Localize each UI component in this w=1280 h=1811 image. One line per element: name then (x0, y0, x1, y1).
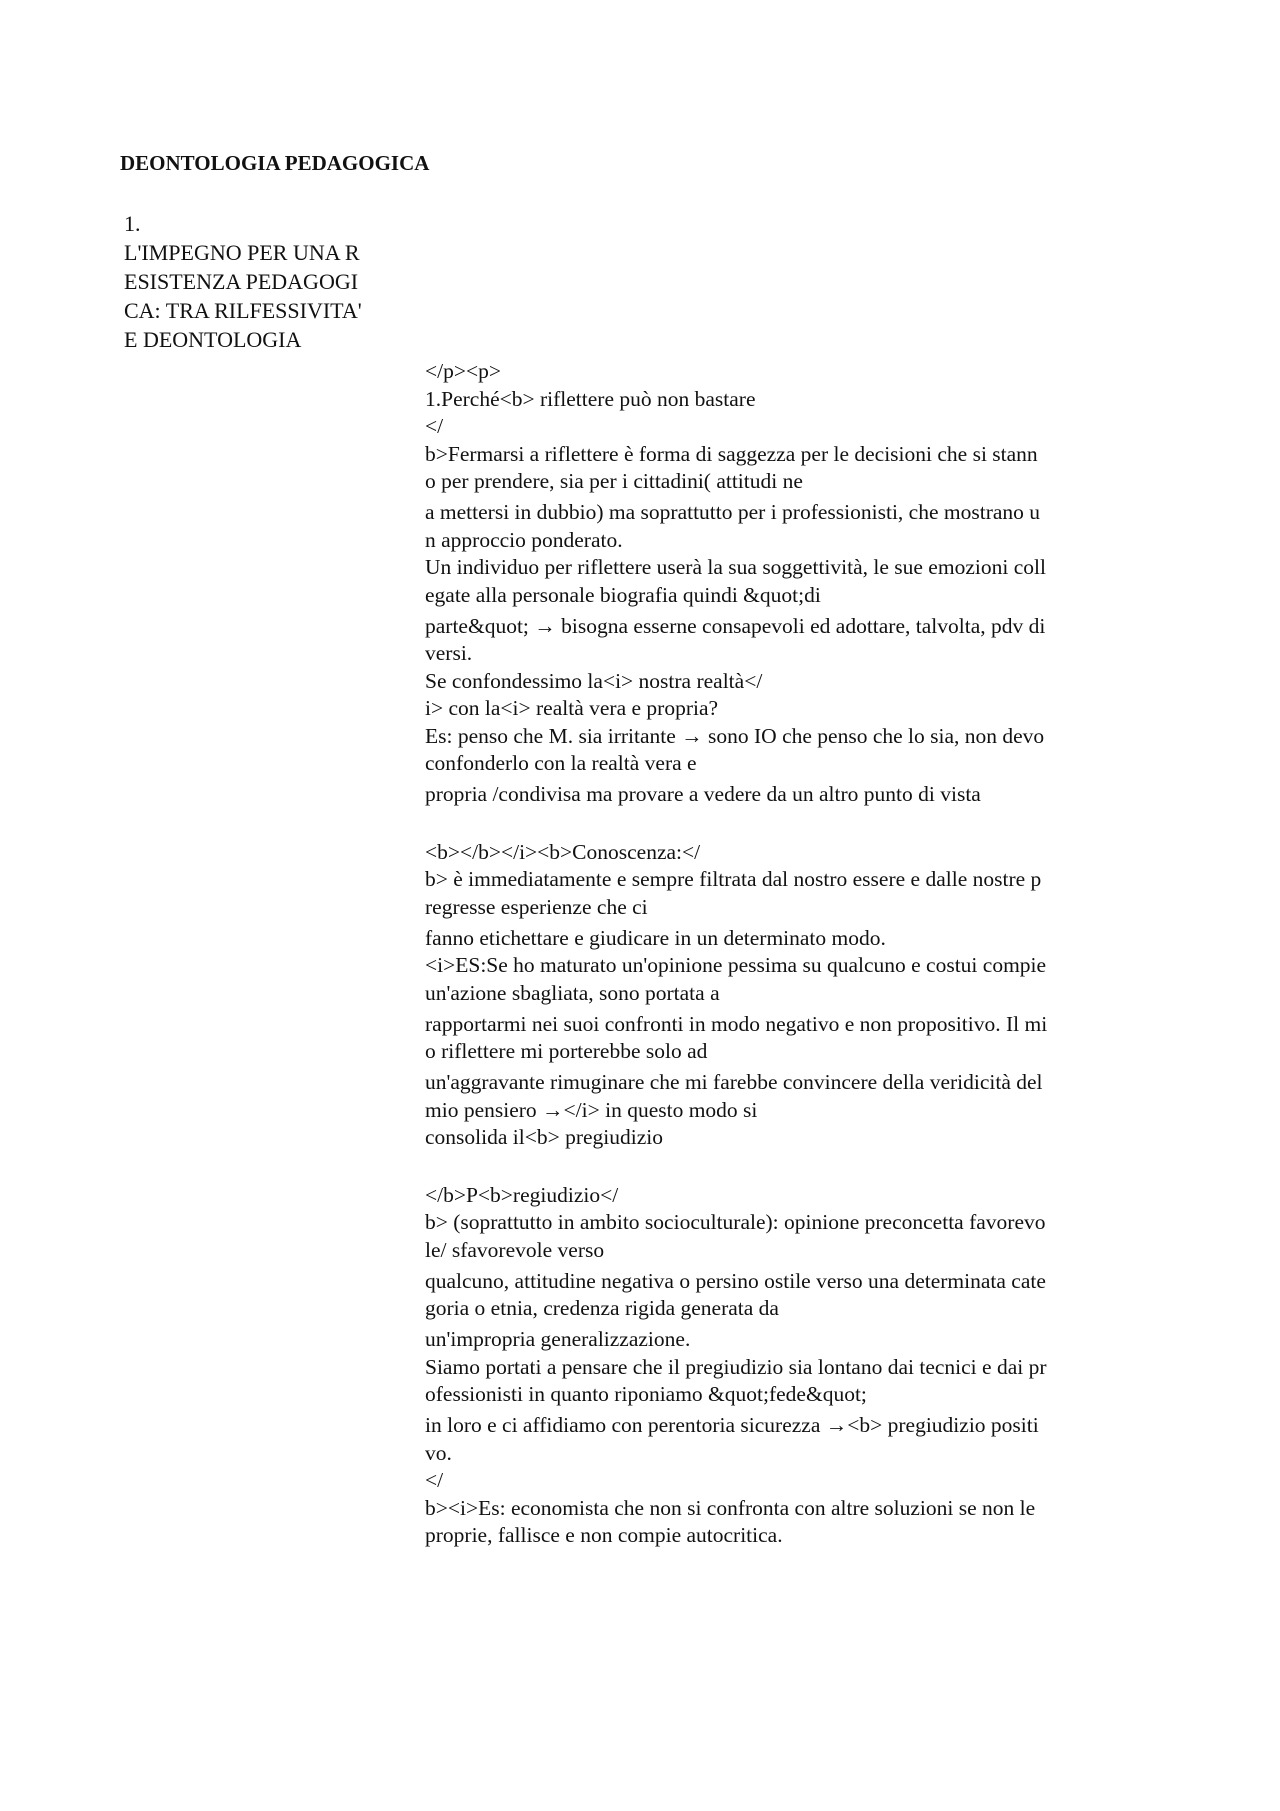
text-line: versi. (425, 641, 473, 665)
text-line: o riflettere mi porterebbe solo ad (425, 1039, 708, 1063)
text-line: consolida il<b> pregiudizio (425, 1125, 664, 1149)
text-line: ofessionisti in quanto riponiamo &quot;fede&quot; (425, 1382, 867, 1406)
text-line: Se confondessimo la<i> nostra realtà</ (425, 668, 763, 693)
text-line: proprie, fallisce e non compie autocritica. (425, 1523, 783, 1547)
text-line: b> è immediatamente e sempre filtrata dal nostro essere e dalle nostre p (425, 867, 1042, 891)
text-line: fanno etichettare e giudicare in un determinato modo. (425, 925, 886, 950)
text-line: </p><p> (425, 359, 501, 383)
text-line: b>Fermarsi a riflettere è forma di saggezza per le decisioni che si stann (425, 441, 1038, 466)
text-line: propria /condivisa ma provare a vedere da un altro punto di vista (425, 782, 981, 806)
text-line: un'impropria generalizzazione. (425, 1327, 691, 1351)
text-line: </b>P<b>regiudizio</ (425, 1182, 619, 1207)
text-line: un'azione sbagliata, sono portata a (425, 980, 720, 1005)
text-line: 1.Perché<b> riflettere può non bastare (425, 386, 756, 411)
text-line: vo. (425, 1440, 452, 1465)
section-heading-line: 1. (124, 211, 141, 236)
text-line: </ (425, 1468, 444, 1492)
text-line: regresse esperienze che ci (425, 894, 648, 919)
text-line: goria o etnia, credenza rigida generata da (425, 1296, 779, 1320)
text-line: </ (425, 414, 444, 438)
text-line: Es: penso che M. sia irritante → sono IO che penso che lo sia, non devo (425, 723, 1045, 748)
text-line: egate alla personale biografia quindi &quot;di (425, 582, 821, 607)
section-heading-line: ESISTENZA PEDAGOGI (124, 269, 359, 294)
text-line: a mettersi in dubbio) ma soprattutto per i professionisti, che mostrano u (425, 500, 1041, 524)
body-text (425, 358, 1185, 1550)
text-line: <b></b></i><b>Conoscenza:</ (425, 839, 701, 864)
text-line: in loro e ci affidiamo con perentoria sicurezza →<b> pregiudizio positi (425, 1413, 1039, 1437)
text-line: rapportarmi nei suoi confronti in modo negativo e non propositivo. Il mi (425, 1011, 1048, 1036)
text-line: le/ sfavorevole verso (425, 1237, 605, 1262)
text-line: qualcuno, attitudine negativa o persino ostile verso una determinata cate (425, 1268, 1046, 1293)
text-line: un'aggravante rimuginare che mi farebbe convincere della veridicità del (425, 1070, 1043, 1094)
text-line: o per prendere, sia per i cittadini( attitudi ne (425, 469, 803, 493)
section-heading (124, 209, 414, 354)
text-line: i> con la<i> realtà vera e propria? (425, 696, 719, 720)
section-heading-line: L'IMPEGNO PER UNA R (124, 240, 360, 265)
text-line: mio pensiero →</i> in questo modo si (425, 1097, 758, 1122)
text-line: n approccio ponderato. (425, 527, 623, 552)
text-line: b><i>Es: economista che non si confronta con altre soluzioni se non le (425, 1495, 1036, 1520)
text-line: Un individuo per riflettere userà la sua soggettività, le sue emozioni coll (425, 555, 1046, 579)
section-heading-line: E DEONTOLOGIA (124, 327, 302, 352)
section-heading-line: CA: TRA RILFESSIVITA' (124, 298, 362, 323)
text-line: parte&quot; → bisogna esserne consapevoli ed adottare, talvolta, pdv di (425, 613, 1046, 638)
text-line: b> (soprattutto in ambito socioculturale): opinione preconcetta favorevo (425, 1210, 1046, 1234)
page-title: DEONTOLOGIA PEDAGOGICA (120, 151, 430, 175)
text-line: Siamo portati a pensare che il pregiudizio sia lontano dai tecnici e dai pr (425, 1354, 1047, 1379)
text-line: confonderlo con la realtà vera e (425, 751, 697, 775)
text-line: <i>ES:Se ho maturato un'opinione pessima su qualcuno e costui compie (425, 953, 1047, 977)
